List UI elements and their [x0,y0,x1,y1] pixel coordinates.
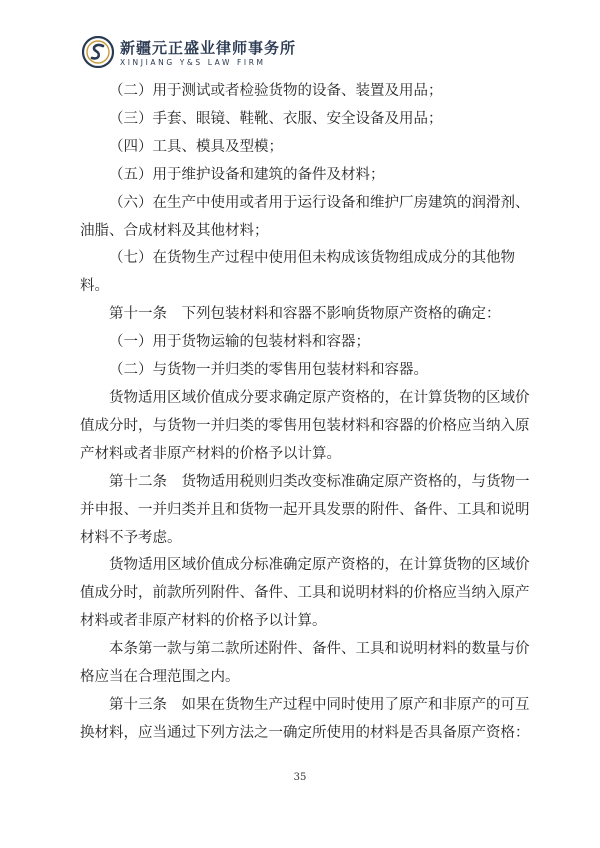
text-line: （二）用于测试或者检验货物的设备、装置及用品； [109,83,443,99]
text-line: 货物适用区域价值成分要求确定原产资格的，在计算货物的区域价 [109,389,530,406]
text-line: 产材料或者非原产材料的价格予以计算。 [80,445,341,462]
text-line: （七）在货物生产过程中使用但未构成该货物组成成分的其他物 [109,250,515,267]
text-line: 货物适用区域价值成分标准确定原产资格的，在计算货物的区域价 [109,557,530,574]
text-line: （一）用于货物运输的包装材料和容器； [109,334,370,351]
text-line: 第十二条 货物适用税则归类改变标准确定原产资格的，与货物一 [109,473,530,490]
document-body [80,78,530,748]
letterhead [82,34,382,74]
text-line: 油脂、合成材料及其他材料； [80,222,269,239]
text-line: 本条第一款与第二款所述附件、备件、工具和说明材料的数量与价 [109,641,530,658]
text-line: （三）手套、眼镜、鞋靴、衣服、安全设备及用品； [109,110,443,127]
firm-name-en: XINJIANG Y&S LAW FIRM [120,58,266,67]
text-line: 料。 [80,278,109,295]
text-line: 材料不予考虑。 [80,529,182,546]
firm-logo-icon [82,36,114,68]
text-line: 值成分时，前款所列附件、备件、工具和说明材料的价格应当纳入原产 [80,585,530,602]
text-line: 第十一条 下列包装材料和容器不影响货物原产资格的确定： [109,306,501,323]
text-line: 材料或者非原产材料的价格予以计算。 [80,613,327,630]
text-line: （四）工具、模具及型模； [109,138,283,155]
text-line: 并申报、一并归类并且和货物一起开具发票的附件、备件、工具和说明 [80,501,530,518]
text-line: （二）与货物一并归类的零售用包装材料和容器。 [109,362,428,379]
text-line: 换材料，应当通过下列方法之一确定所使用的材料是否具备原产资格： [80,724,530,741]
text-line: 第十三条 如果在货物生产过程中同时使用了原产和非原产的可互 [109,696,530,713]
firm-name-cn: 新疆元正盛业律师事务所 [120,39,297,57]
text-line: （六）在生产中使用或者用于运行设备和维护厂房建筑的润滑剂、 [109,194,530,211]
text-line: 值成分时，与货物一并归类的零售用包装材料和容器的价格应当纳入原 [80,417,530,434]
page-number: 35 [293,772,307,783]
text-line: （五）用于维护设备和建筑的备件及材料； [109,166,385,183]
text-line: 格应当在合理范围之内。 [80,669,240,686]
